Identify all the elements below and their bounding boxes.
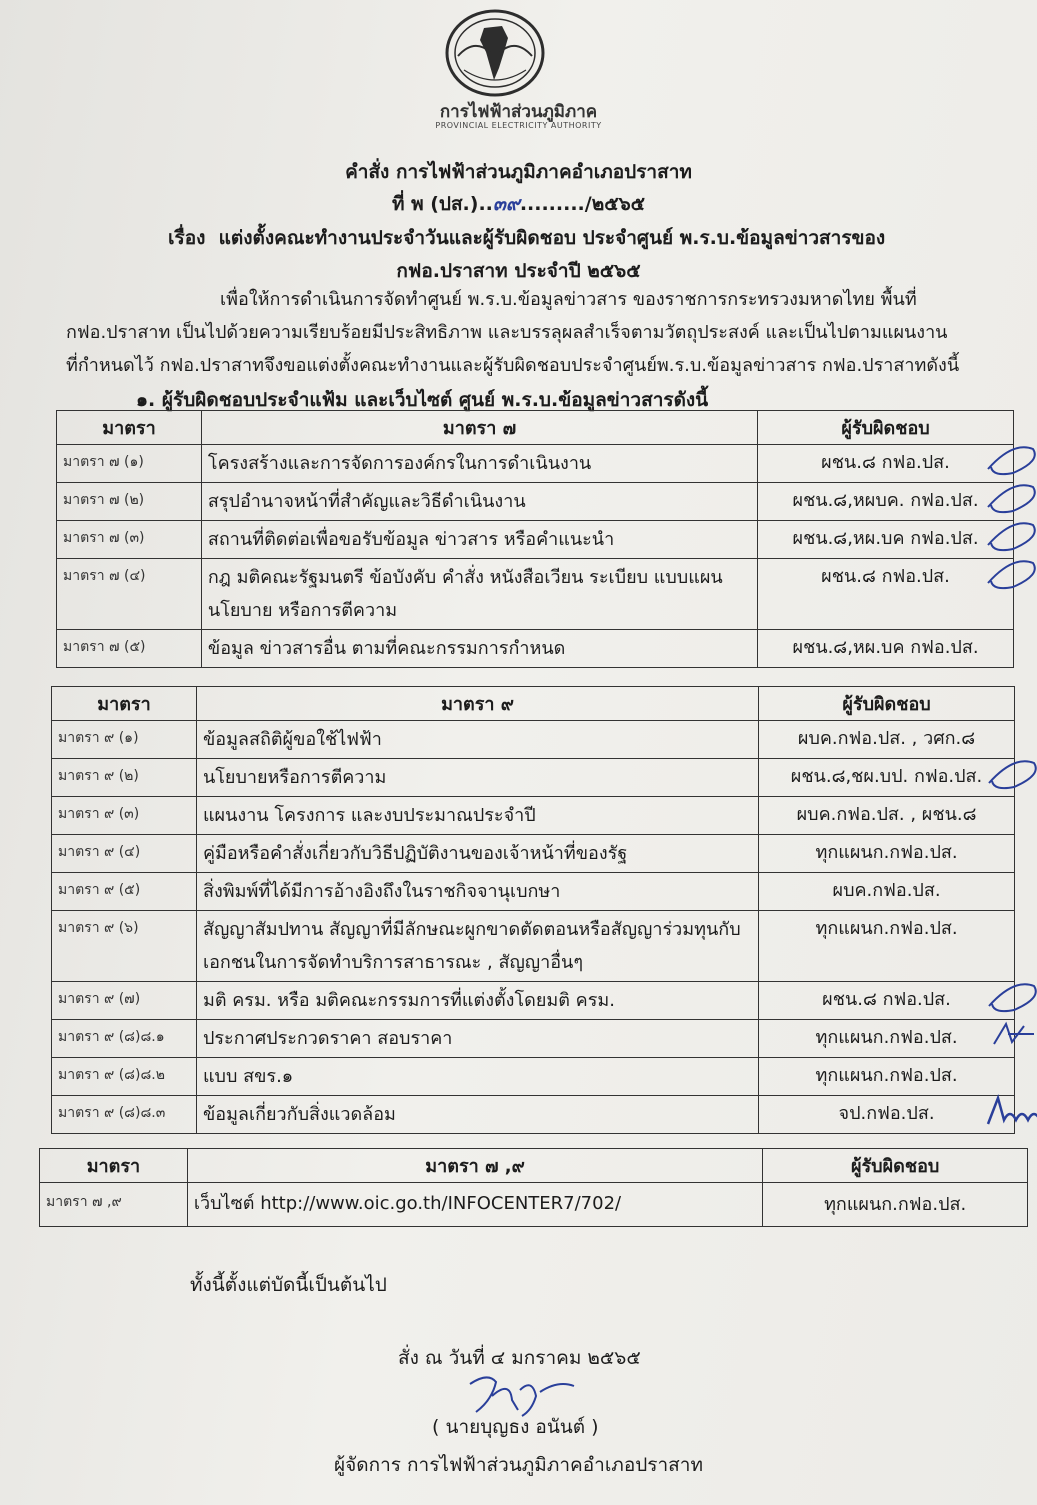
col-header-topic: มาตรา ๗ ,๙: [187, 1149, 762, 1183]
org-name-en: PROVINCIAL ELECTRICITY AUTHORITY: [435, 121, 602, 130]
section-desc: แบบ สขร.๑: [196, 1058, 758, 1096]
section-responsible: ผบค.กฟอ.ปส. , วศก.๘: [759, 721, 1015, 759]
table-row: [40, 1183, 1028, 1227]
initial-signature-icon: [983, 439, 1037, 479]
table-row: [57, 630, 1014, 668]
col-header-responsible: ผู้รับผิดชอบ: [759, 687, 1015, 721]
section-desc: ข้อมูล ข่าวสารอื่น ตามที่คณะกรรมการกำหนด: [201, 630, 757, 668]
section-code: มาตรา ๗ (๔): [57, 559, 202, 630]
initial-signature-icon: [984, 1090, 1037, 1130]
section-1-heading: ๑. ผู้รับผิดชอบประจำแฟ้ม และเว็บไซต์ ศูนย์ พ.ร.บ.ข้อมูลข่าวสารดังนี้: [136, 389, 709, 411]
section-desc: แผนงาน โครงการ และงบประมาณประจำปี: [196, 797, 758, 835]
responsible-text: ผชน.๘,ชผ.บป. กฟอ.ปส.: [790, 766, 983, 787]
table-row: [57, 483, 1014, 521]
section-responsible: [759, 1020, 1015, 1058]
order-number: [0, 189, 1037, 219]
col-header-section: มาตรา: [52, 687, 197, 721]
table-row: [52, 721, 1015, 759]
section-code: มาตรา ๙ (๖): [52, 911, 197, 982]
table-header-row: [57, 411, 1014, 445]
section-responsible: ทุกแผนก.กฟอ.ปส.: [759, 911, 1015, 982]
section-responsible: ทุกแผนก.กฟอ.ปส.: [763, 1183, 1028, 1227]
table-row: [57, 521, 1014, 559]
para-line-3: ที่กำหนดไว้ กฟอ.ปราสาทจึงขอแต่งตั้งคณะทำงานและผู้รับผิดชอบประจำศูนย์พ.ร.บ.ข้อมูลข่าวสาร กฟอ.ปราสาทดังนี้: [66, 355, 960, 376]
order-number-handwritten: ๓๙: [492, 193, 520, 215]
pea-logo-emblem: [444, 8, 546, 98]
col-header-responsible: ผู้รับผิดชอบ: [758, 411, 1014, 445]
responsible-text: ผชน.๘,หผ.บค กฟอ.ปส.: [792, 528, 979, 549]
section-code: มาตรา ๗ (๑): [57, 445, 202, 483]
section-responsible: [759, 1096, 1015, 1134]
table-row: [52, 911, 1015, 982]
section-desc: สถานที่ติดต่อเพื่อขอรับข้อมูล ข่าวสาร หรือคำแนะนำ: [201, 521, 757, 559]
initial-signature-icon: [984, 753, 1037, 793]
section-desc: โครงสร้างและการจัดการองค์กรในการดำเนินงาน: [201, 445, 757, 483]
section-desc: มติ ครม. หรือ มติคณะกรรมการที่แต่งตั้งโดยมติ ครม.: [196, 982, 758, 1020]
section-desc: ข้อมูลสถิติผู้ขอใช้ไฟฟ้า: [196, 721, 758, 759]
ordered-date: สั่ง ณ วันที่ ๔ มกราคม ๒๕๖๕: [398, 1347, 641, 1369]
section-responsible: [758, 521, 1014, 559]
col-header-topic: มาตรา ๙: [196, 687, 758, 721]
table-section-9: [51, 686, 1015, 1134]
initial-signature-icon: [983, 477, 1037, 517]
section-code: มาตรา ๙ (๓): [52, 797, 197, 835]
section-responsible: ทุกแผนก.กฟอ.ปส.: [759, 1058, 1015, 1096]
table-section-7: [56, 410, 1014, 668]
responsible-text: จป.กฟอ.ปส.: [838, 1103, 935, 1124]
subject-line-2: กฟอ.ปราสาท ประจำปี ๒๕๖๕: [396, 260, 641, 282]
section-code: มาตรา ๙ (๘)๘.๓: [52, 1096, 197, 1134]
section-desc: สรุปอำนาจหน้าที่สำคัญและวิธีดำเนินงาน: [201, 483, 757, 521]
section-code: มาตรา ๙ (๒): [52, 759, 197, 797]
section-responsible: ทุกแผนก.กฟอ.ปส.: [759, 835, 1015, 873]
table-website: [39, 1148, 1028, 1227]
section-desc: นโยบายหรือการตีความ: [196, 759, 758, 797]
section-code: มาตรา ๙ (๘)๘.๒: [52, 1058, 197, 1096]
section-code: มาตรา ๙ (๑): [52, 721, 197, 759]
section-desc: สิ่งพิมพ์ที่ได้มีการอ้างอิงถึงในราชกิจจานุเบกษา: [196, 873, 758, 911]
section-code: มาตรา ๗ (๕): [57, 630, 202, 668]
col-header-section: มาตรา: [57, 411, 202, 445]
section-code: มาตรา ๗ (๓): [57, 521, 202, 559]
signer-name: ( นายบุญธง อนันต์ ): [432, 1416, 599, 1438]
intro-paragraph: [66, 283, 976, 382]
section-code: มาตรา ๗ (๒): [57, 483, 202, 521]
section-code: มาตรา ๙ (๕): [52, 873, 197, 911]
table-row: [52, 1058, 1015, 1096]
initial-signature-icon: [984, 1014, 1037, 1054]
responsible-text: ผชน.๘,หผบค. กฟอ.ปส.: [792, 490, 979, 511]
table-header-row: [52, 687, 1015, 721]
section-code: มาตรา ๗ ,๙: [40, 1183, 188, 1227]
table-header-row: [40, 1149, 1028, 1183]
table-row: [57, 559, 1014, 630]
responsible-text: ผชน.๘ กฟอ.ปส.: [822, 989, 951, 1010]
section-responsible: ผบค.กฟอ.ปส. , ผชน.๘: [759, 797, 1015, 835]
section-desc: สัญญาสัมปทาน สัญญาที่มีลักษณะผูกขาดตัดตอนหรือสัญญาร่วมทุนกับเอกชนในการจัดทำบริการสาธารณะ , สัญญาอื่นๆ: [196, 911, 758, 982]
initial-signature-icon: [983, 553, 1037, 593]
initial-signature-icon: [984, 976, 1037, 1016]
responsible-text: ทุกแผนก.กฟอ.ปส.: [815, 1027, 958, 1048]
order-number-prefix: ที่ พ (ปส.)..: [391, 193, 493, 215]
col-header-responsible: ผู้รับผิดชอบ: [763, 1149, 1028, 1183]
table-row: [52, 797, 1015, 835]
section-responsible: [758, 483, 1014, 521]
subject-text-1: แต่งตั้งคณะทำงานประจำวันและผู้รับผิดชอบ ประจำศูนย์ พ.ร.บ.ข้อมูลข่าวสารของ: [218, 227, 886, 249]
section-responsible: ผบค.กฟอ.ปส.: [759, 873, 1015, 911]
section-code: มาตรา ๙ (๔): [52, 835, 197, 873]
table-row: [52, 1020, 1015, 1058]
subject-line-1: [168, 223, 885, 253]
responsible-text: ผชน.๘ กฟอ.ปส.: [821, 566, 950, 587]
col-header-topic: มาตรา ๗: [201, 411, 757, 445]
col-header-section: มาตรา: [40, 1149, 188, 1183]
para-line-1: เพื่อให้การดำเนินการจัดทำศูนย์ พ.ร.บ.ข้อมูลข่าวสาร ของราชการกระทรวงมหาดไทย พื้นที่: [220, 289, 917, 310]
para-line-2: กฟอ.ปราสาท เป็นไปด้วยความเรียบร้อยมีประสิทธิภาพ และบรรลุผลสำเร็จตามวัตถุประสงค์ และเป็นไปตามแผนงาน: [66, 322, 948, 343]
table-row: [52, 982, 1015, 1020]
section-responsible: [758, 445, 1014, 483]
section-desc: ประกาศประกวดราคา สอบราคา: [196, 1020, 758, 1058]
table-row: [52, 1096, 1015, 1134]
org-name-th: การไฟฟ้าส่วนภูมิภาค: [439, 102, 598, 122]
initial-signature-icon: [983, 515, 1037, 555]
section-responsible: [759, 982, 1015, 1020]
section-responsible: [759, 759, 1015, 797]
effective-statement: ทั้งนี้ตั้งแต่บัดนี้เป็นต้นไป: [190, 1274, 387, 1296]
order-number-suffix: ........./๒๕๖๕: [519, 193, 646, 215]
section-responsible: [758, 559, 1014, 630]
section-code: มาตรา ๙ (๗): [52, 982, 197, 1020]
signer-title: ผู้จัดการ การไฟฟ้าส่วนภูมิภาคอำเภอปราสาท: [334, 1454, 703, 1476]
table-row: [52, 835, 1015, 873]
section-desc: คู่มือหรือคำสั่งเกี่ยวกับวิธีปฏิบัติงานของเจ้าหน้าที่ของรัฐ: [196, 835, 758, 873]
subject-label: เรื่อง: [168, 227, 206, 249]
table-row: [57, 445, 1014, 483]
section-desc: ข้อมูลเกี่ยวกับสิ่งแวดล้อม: [196, 1096, 758, 1134]
responsible-text: ผชน.๘ กฟอ.ปส.: [821, 452, 950, 473]
table-row: [52, 759, 1015, 797]
order-title: คำสั่ง การไฟฟ้าส่วนภูมิภาคอำเภอปราสาท: [345, 161, 692, 183]
section-desc: เว็บไซต์ http://www.oic.go.th/INFOCENTER7/702/: [187, 1183, 762, 1227]
table-row: [52, 873, 1015, 911]
section-desc: กฎ มติคณะรัฐมนตรี ข้อบังคับ คำสั่ง หนังสือเวียน ระเบียบ แบบแผน นโยบาย หรือการตีความ: [201, 559, 757, 630]
section-code: มาตรา ๙ (๘)๘.๑: [52, 1020, 197, 1058]
section-responsible: ผชน.๘,หผ.บค กฟอ.ปส.: [758, 630, 1014, 668]
